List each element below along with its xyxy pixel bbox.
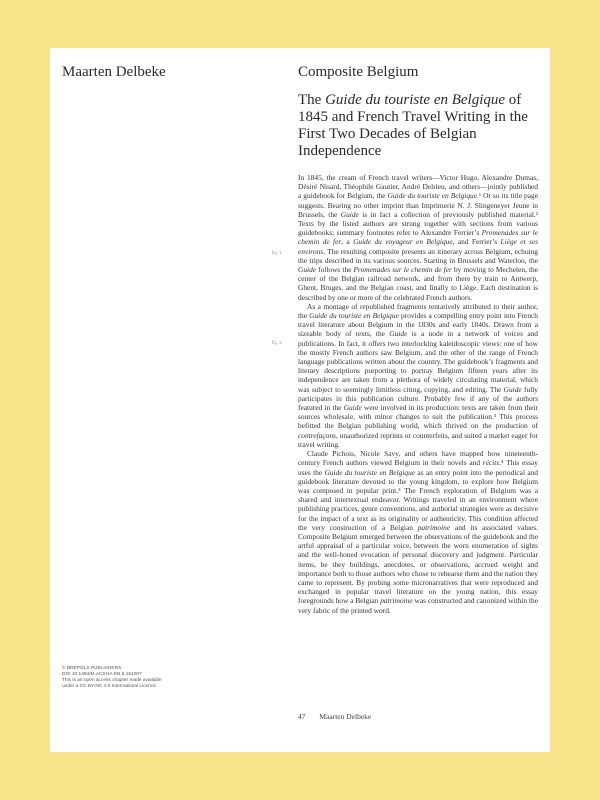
paragraph-3: Claude Pichois, Nicole Savy, and others have mapped how nineteenth-century French authors viewed Belgium in their novels and récits.⁴ This essay uses the Guide du touriste en Belgique as an entry point into the periodical and guidebook literature devoted to the young kingdom, to explore how Belgium was composed in popular print.⁵ The French exploration of Belgium was a shared and intertextual endeavor. Writings traveled in an environment where publishing practices, genre conventions, and authorial strategies were as decisive for the impact of a text as its originality or authenticity. This condition affected the very construction of a Belgian patrimoine and its associated values. Composite Belgium emerged between the observations of the guidebook and the artful appraisal of a particular voice, between the worn enumeration of sights and the well-honed evocation of personal discovery and judgment. Particular items, be they buildings, anecdotes, or observations, accrued weight and importance both to those authors who chose to rehearse them and the nation they came to represent. By probing some micronarratives that were reproduced and exchanged in popular travel literature on the young nation, this essay foregrounds how a Belgian patrimoine was constructed and canonized within the very fabric of the printed word. xyxy=(298,449,539,615)
page-number: 47 xyxy=(298,712,306,721)
paragraph-1: In 1845, the cream of French travel writers—Victor Hugo, Alexandre Dumas, Désiré Nisard, Théophile Gautier, André Delrieu, and others—jointly published a guidebook for Belgium, the Guide du touriste en Belgique.¹ Or so its title page suggests. Bearing no other imprint than Imprimerie N. J. Slingeneyer Jeune in Brussels, the Guide is in fact a collection of previously published material.² Texts by the listed authors are strung together with sections from various guidebooks; summary footnotes refer to Alexandre Ferrier’s Promenades sur le chemin de fer, a Guide du voyageur en Belgique, and Ferrier’s Liège et ses environs. The resulting composite presents an itinerary across Belgium, echoing the trips described in its various sources. Starting in Brussels and Waterloo, the Guide follows the Promenades sur le chemin de fer by moving to Mechelen, the center of the Belgian railroad network, and from there by train to Antwerp, Ghent, Bruges, and the Belgian coast, and finally to Liège. Each destination is described by one or more of the celebrated French authors. xyxy=(298,173,539,302)
copyright-doi: DOI 10.1484/M.ACSHA-EB.5.151007 xyxy=(62,672,142,677)
copyright-license-1: This is an open access chapter made available xyxy=(62,678,162,683)
margin-figure-ref-2: fig. 2 xyxy=(272,340,282,345)
body-text xyxy=(298,173,538,615)
footer-author: Maarten Delbeke xyxy=(319,712,372,721)
author-name: Maarten Delbeke xyxy=(62,64,166,80)
book-page xyxy=(50,48,550,752)
section-rubric: Composite Belgium xyxy=(298,64,419,80)
paragraph-2: As a montage of republished fragments tentatively attributed to their author, the Guide du touriste en Belgique provides a compelling entry point into French travel literature about Belgium in the 1830s and early 1840s. Drawn from a sizeable body of texts, the Guide is a node in a network of voices and publications. In fact, it offers two interlocking kaleidoscopic views: one of how the mostly French authors saw Belgium, and the other of the range of French language publications written about the country. The guidebook’s fragments and literary descriptions purporting to portray Belgium fifteen years after its independence are taken from a plethora of widely circulating material, which was subject to seemingly limitless citing, copying, and editing. The Guide fully participates in this publication culture. Probably few if any of the authors featured in the Guide were involved in its production: texts are taken from their sources wholesale, with minor changes to suit the publication.³ This process befitted the Belgian publishing world, which thrived on the production of contrefaçons, unauthorized reprints or counterfeits, and suited a market eager for travel writing. xyxy=(298,301,538,449)
title-post: of 1845 and French Travel Writing in the First Two Decades of Belgian Independence xyxy=(298,92,528,159)
copyright-publisher: © BREPOLS PUBLISHERS xyxy=(62,666,122,671)
title-italic: Guide du touriste en Belgique xyxy=(325,92,506,108)
copyright-notice xyxy=(62,666,232,690)
chapter-title xyxy=(298,92,538,160)
page-footer xyxy=(298,712,371,721)
margin-figure-ref-1: fig. 1 xyxy=(272,250,282,255)
title-pre: The xyxy=(298,92,326,108)
copyright-license-2: under a CC BY-NC 4.0 International Licence. xyxy=(62,684,158,689)
